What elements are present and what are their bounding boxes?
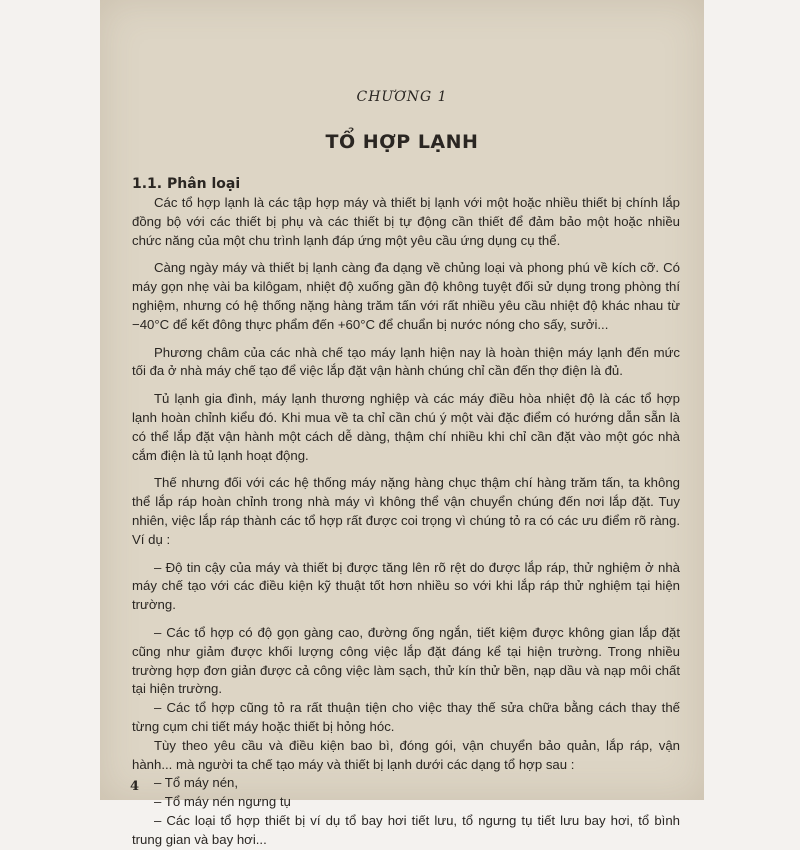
list-item: – Tổ máy nén ngưng tụ — [154, 794, 291, 810]
paragraph: Tùy theo yêu cầu và điều kiện bao bì, đóng gói, vận chuyển bảo quản, lắp ráp, vận hành... mà người ta chế tạo máy và thiết bị lạnh dưới các dạng tổ hợp sau : — [132, 737, 680, 772]
list-item: – Các tổ hợp có độ gọn gàng cao, đường ống ngắn, tiết kiệm được không gian lắp đặt cũng như giảm được khối lượng công việc lắp đặt đáng kể tại hiện trường. Trong nhiều trường hợp đơn giản được cả công việc làm sạch, thử kín thử bền, nạp dầu và nạp môi chất tại hiện trường. — [132, 624, 680, 697]
paragraph: Càng ngày máy và thiết bị lạnh càng đa dạng về chủng loại và phong phú về kích cỡ. Có máy gọn nhẹ vài ba kilôgam, nhiệt độ xuống gần độ không tuyệt đối sử dụng trong phòng thí nghiệm, nhưng có hệ thống nặng hàng trăm tấn với rất nhiều yêu cầu nhiệt độ khác nhau từ −40°C để kết đông thực phẩm đến +60°C để chuẩn bị nước nóng cho sấy, sưởi... — [132, 260, 680, 332]
paragraph: Thế nhưng đối với các hệ thống máy nặng hàng chục thậm chí hàng trăm tấn, ta không thể lắp ráp hoàn chỉnh trong nhà máy vì không thể vận chuyển chúng đến nơi lắp đặt. Tuy nhiên, việc lắp ráp thành các tổ hợp rất được coi trọng vì chúng tỏ ra có các ưu điểm rõ ràng. Ví dụ : — [132, 475, 680, 547]
list-item: – Độ tin cậy của máy và thiết bị được tăng lên rõ rệt do được lắp ráp, thử nghiệm ở nhà máy chế tạo với các điều kiện kỹ thuật tốt hơn nhiều so với khi lắp ráp thử nghiệm tại hiện trường. — [132, 559, 680, 613]
list-item: – Tổ máy nén, — [154, 775, 239, 791]
paragraph: Phương châm của các nhà chế tạo máy lạnh hiện nay là hoàn thiện máy lạnh đến mức tối đa ở nhà máy chế tạo để việc lắp đặt vận hành chúng chỉ cần đến thợ điện là đủ. — [132, 344, 680, 379]
body-text — [132, 194, 680, 850]
paragraph: Các tổ hợp lạnh là các tập hợp máy và thiết bị lạnh với một hoặc nhiều thiết bị chính lắp đồng bộ với các thiết bị phụ và các thiết bị tự động cần thiết để đảm bảo một hoặc nhiều chức năng của một chu trình lạnh đáp ứng một yêu cầu ứng dụng cụ thể. — [132, 195, 680, 248]
page-number: 4 — [130, 779, 140, 794]
paragraph: Tủ lạnh gia đình, máy lạnh thương nghiệp và các máy điều hòa nhiệt độ là các tổ hợp lạnh hoàn chỉnh kiểu đó. Khi mua về ta chỉ cần chú ý một vài đặc điểm có hướng dẫn sẵn là có thể lắp đặt vận hành một cách dễ dàng, thậm chí nhiều khi chỉ cần đặt vào một góc nhà cắm điện là tủ lạnh hoạt động. — [132, 391, 680, 463]
chapter-label: CHƯƠNG 1 — [356, 89, 448, 105]
list-item: – Các loại tổ hợp thiết bị ví dụ tổ bay hơi tiết lưu, tổ ngưng tụ tiết lưu bay hơi, tổ bình trung gian và bay hơi... — [132, 812, 680, 847]
book-page — [100, 0, 704, 847]
chapter-title: TỔ HỢP LẠNH — [325, 131, 479, 153]
list-item: – Các tổ hợp cũng tỏ ra rất thuận tiện cho việc thay thế sửa chữa bằng cách thay thế từng cụm chi tiết máy hoặc thiết bị hỏng hóc. — [132, 700, 680, 734]
section-heading: 1.1. Phân loại — [132, 176, 241, 192]
